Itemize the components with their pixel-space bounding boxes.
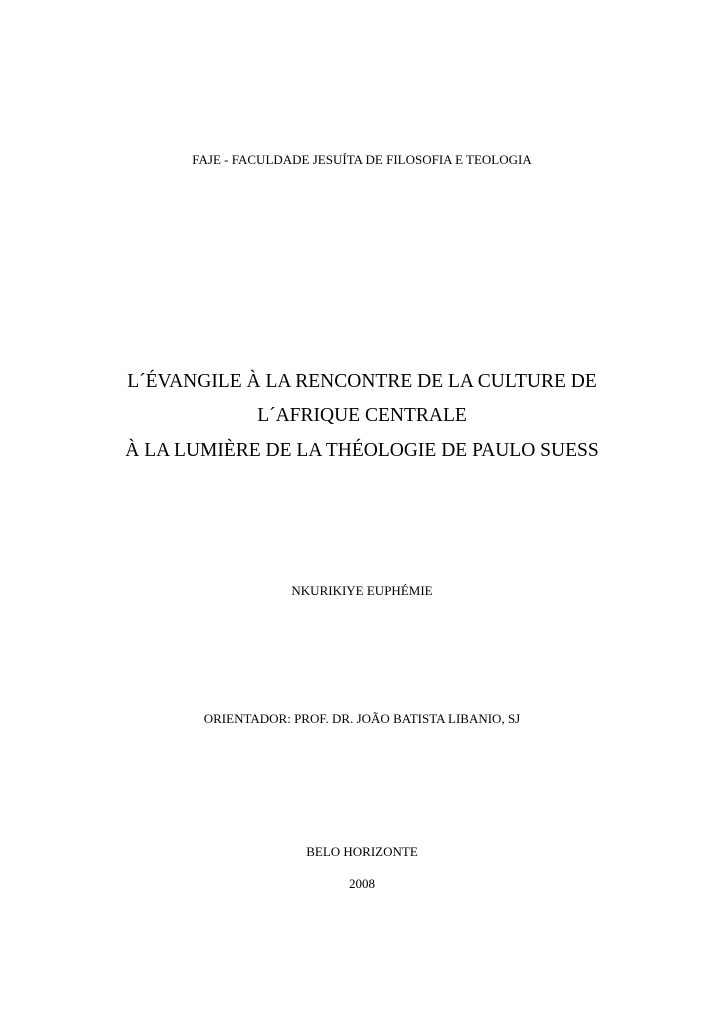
publication-year: 2008	[349, 876, 375, 891]
institution-name: FAJE - FACULDADE JESUÍTA DE FILOSOFIA E TEOLOGIA	[192, 152, 532, 167]
advisor-name: ORIENTADOR: PROF. DR. JOÃO BATISTA LIBANIO, SJ	[203, 711, 521, 726]
thesis-title-line-2: L´AFRIQUE CENTRALE	[257, 405, 467, 426]
city-name: BELO HORIZONTE	[306, 844, 418, 859]
thesis-title-line-3: À LA LUMIÈRE DE LA THÉOLOGIE DE PAULO SUESS	[125, 440, 599, 461]
author-name: NKURIKIYE EUPHÉMIE	[291, 583, 433, 598]
thesis-title-line-1: L´ÉVANGILE À LA RENCONTRE DE LA CULTURE DE	[127, 371, 597, 392]
